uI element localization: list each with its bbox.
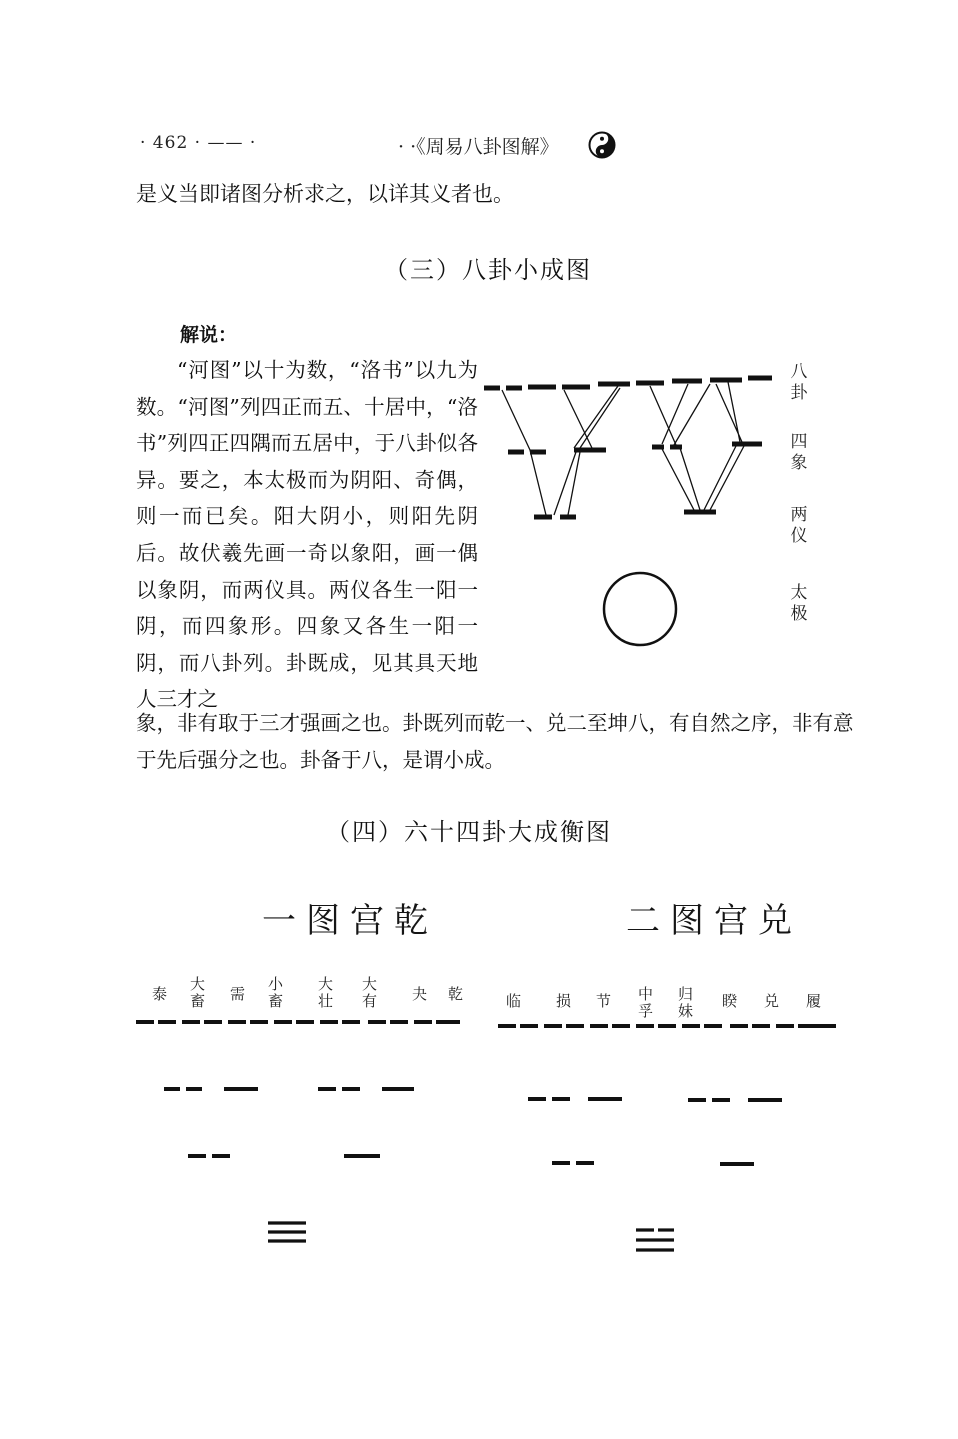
label-bagua: 八卦 xyxy=(790,362,808,403)
label-liangyi: 两仪 xyxy=(790,505,808,546)
hexagram-name: 需 xyxy=(230,985,246,1003)
page-number: · 462 · —— · xyxy=(140,133,257,153)
intro-line: 是义当即诸图分析求之，以详其义者也。 xyxy=(136,182,514,206)
hexagram-name: 泰 xyxy=(152,985,168,1003)
label-sixiang: 四象 xyxy=(790,432,808,473)
commentary-label: 解说： xyxy=(180,324,238,346)
label-taiji: 太极 xyxy=(790,583,808,624)
section-3-title: （三）八卦小成图 xyxy=(384,256,592,284)
section-4-title: （四）六十四卦大成衡图 xyxy=(326,818,612,846)
hexagram-name: 大有 xyxy=(362,975,378,1010)
hexagram-name: 临 xyxy=(506,992,522,1010)
commentary-paragraph: “河图”以十为数，“洛书”以九为数。“河图”列四正而五、十居中，“洛书”列四正四隅而五居中，于八卦似各异。要之，本太极而为阴阳、奇偶，则一而已矣。阳大阴小，则阳先阴后。故伏羲先画一奇以象阳，画一偶以象阴，而两仪具。两仪各生一阳一阴，而四象形。四象又各生一阳一阴，而八卦列。卦既成，见其具天地人三才之 xyxy=(136,358,478,712)
book-title: · ·《周易八卦图解》 xyxy=(398,136,559,158)
hexagram-name: 睽 xyxy=(722,992,738,1010)
hexagram-name: 中孚 xyxy=(638,985,654,1020)
hexagram-name: 夬 xyxy=(412,985,428,1003)
hexagram-name: 损 xyxy=(556,992,572,1010)
hexagram-name: 兑 xyxy=(764,992,780,1010)
hexagram-name: 大壮 xyxy=(318,975,334,1010)
hexagram-name: 乾 xyxy=(448,985,464,1003)
taiji-icon xyxy=(588,131,616,159)
hexagram-name: 归妹 xyxy=(678,985,694,1020)
palace-dui-balance-diagram xyxy=(490,1010,850,1260)
hexagram-name: 大畜 xyxy=(190,975,206,1010)
palace-qian-balance-diagram xyxy=(130,1010,480,1260)
commentary-continuation: 象，非有取于三才强画之也。卦既列而乾一、兑二至坤八，有自然之序，非有意于先后强分之也。卦备于八，是谓小成。 xyxy=(136,711,854,772)
taiji-circle xyxy=(604,573,676,645)
palace-qian-title: 一图宫乾 xyxy=(262,901,438,941)
hexagram-name: 履 xyxy=(806,992,822,1010)
eight-trigrams-diagram xyxy=(480,360,790,660)
hexagram-name: 节 xyxy=(596,992,612,1010)
palace-dui-title: 二图宫兑 xyxy=(626,901,802,941)
hexagram-name: 小畜 xyxy=(268,975,284,1010)
